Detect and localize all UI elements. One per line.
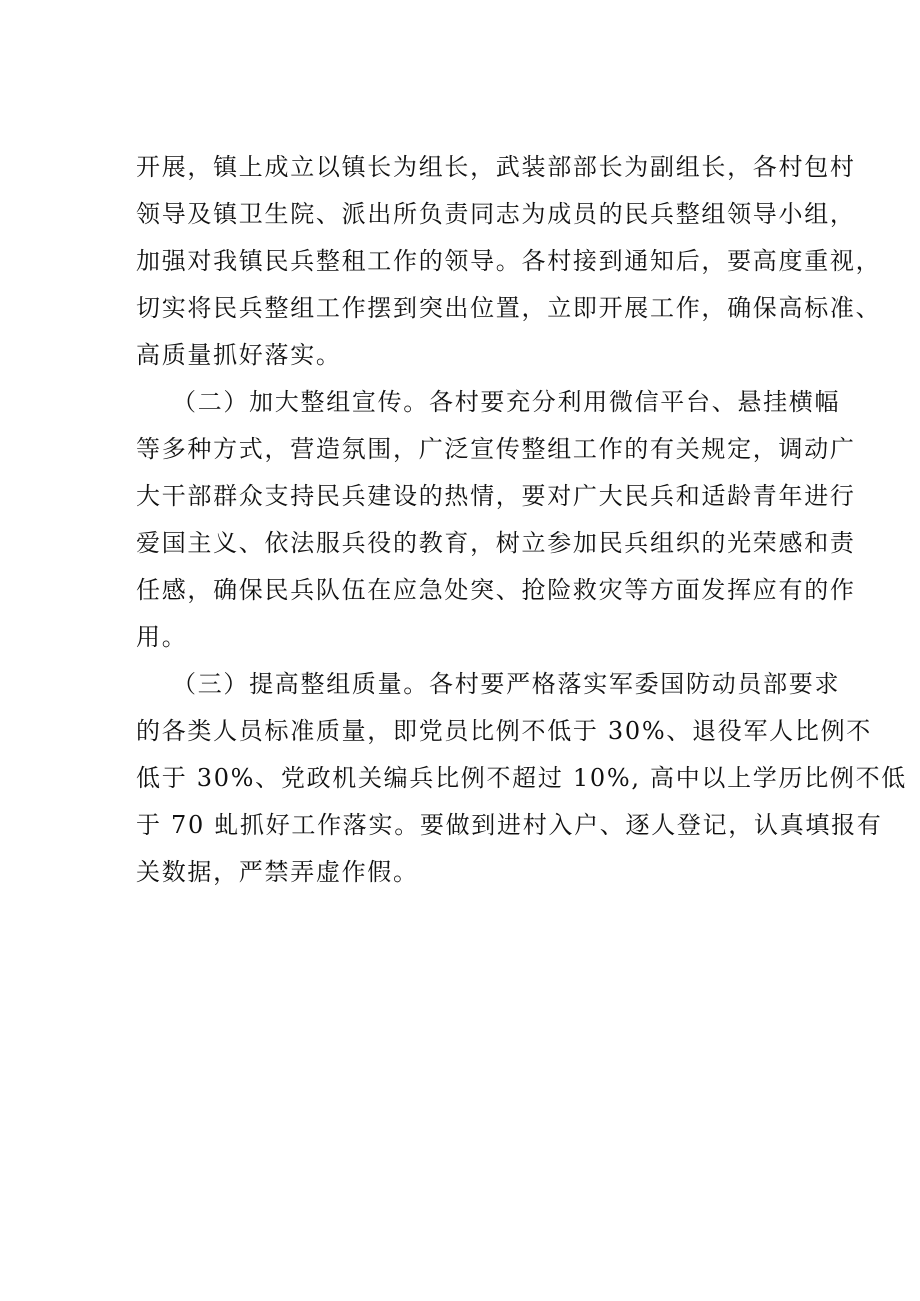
text-line: 加强对我镇民兵整租工作的领导。各村接到通知后，要高度重视， <box>136 247 882 275</box>
text-line: 开展，镇上成立以镇长为组长，武装部部长为副组长，各村包村 <box>136 153 856 181</box>
text-line: 大干部群众支持民兵建设的热情，要对广大民兵和适龄青年进行 <box>136 482 856 510</box>
text-line: （二）加大整组宣传。各村要充分利用微信平台、悬挂横幅 <box>172 388 841 416</box>
text-line: 的各类人员标准质量，即党员比例不低于 30%、退役军人比例不 <box>136 717 872 745</box>
text-line: 爱国主义、依法服兵役的教育，树立参加民兵组织的光荣感和责 <box>136 529 856 557</box>
text-line: 于 70 虬抓好工作落实。要做到进村入户、逐人登记，认真填报有 <box>136 811 883 839</box>
document-body <box>136 144 908 896</box>
text-line: 关数据，严禁弄虚作假。 <box>136 858 419 886</box>
text-line: 领导及镇卫生院、派出所负责同志为成员的民兵整组领导小组， <box>136 200 856 228</box>
paragraph-quality <box>136 661 908 896</box>
paragraph-publicity <box>136 379 856 661</box>
text-line: （三）提高整组质量。各村要严格落实军委国防动员部要求 <box>172 670 841 698</box>
text-line: 低于 30%、党政机关编兵比例不超过 10%, 高中以上学历比例不低 <box>136 764 908 792</box>
text-line: 高质量抓好落实。 <box>136 341 342 369</box>
paragraph-continuation <box>136 144 882 379</box>
text-line: 用。 <box>136 623 188 651</box>
text-line: 等多种方式，营造氛围，广泛宣传整组工作的有关规定，调动广 <box>136 435 856 463</box>
text-line: 任感，确保民兵队伍在应急处突、抢险救灾等方面发挥应有的作 <box>136 576 856 604</box>
text-line: 切实将民兵整组工作摆到突出位置，立即开展工作，确保高标准、 <box>136 294 882 322</box>
